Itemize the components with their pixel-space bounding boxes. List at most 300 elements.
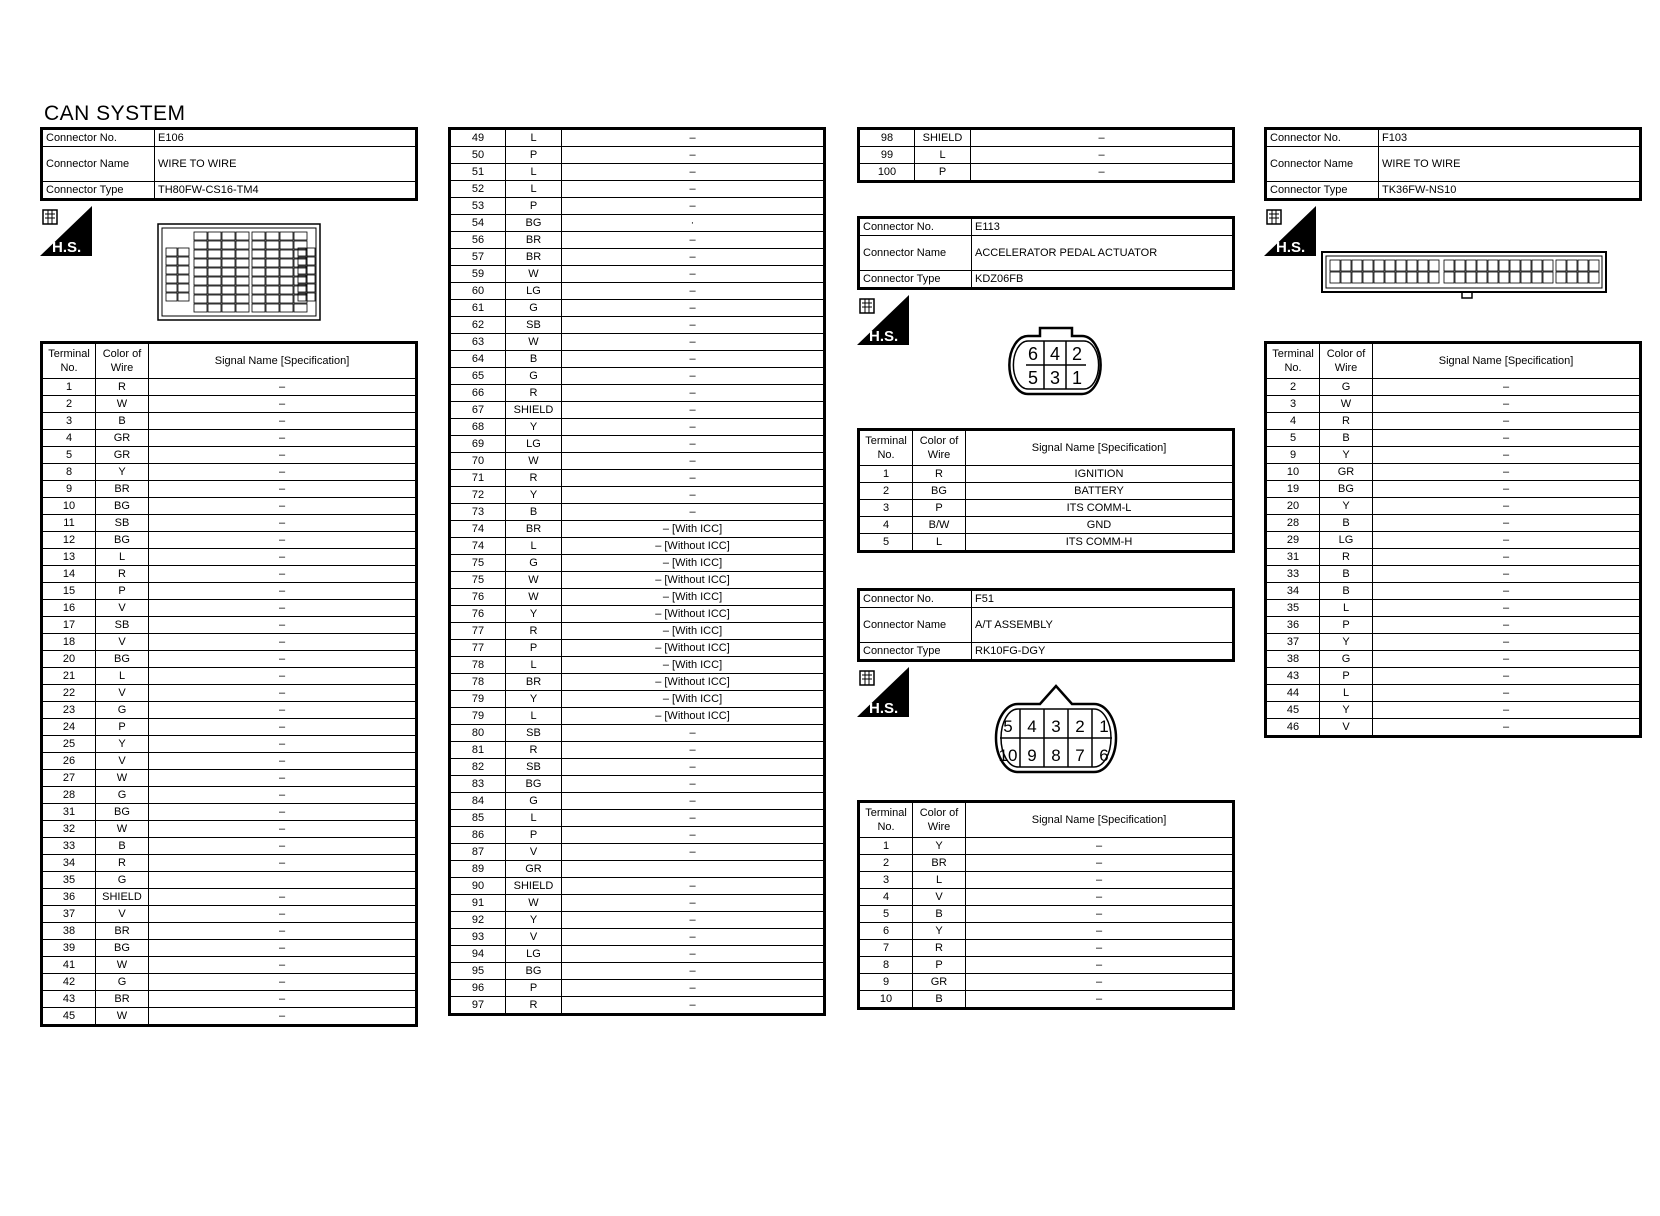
signal-cell: – [562, 725, 825, 742]
connector-name-label: Connector Name [42, 147, 155, 182]
signal-cell: – [562, 317, 825, 334]
e113-pin: 2 [1071, 344, 1083, 364]
terminal-cell: 82 [450, 759, 506, 776]
connector-no-label: Connector No. [859, 218, 972, 236]
wire-color-cell: GR [913, 974, 966, 991]
terminal-cell: 54 [450, 215, 506, 232]
connector-cavity [1407, 272, 1417, 283]
table-row [859, 940, 1234, 957]
terminal-cell: 75 [450, 555, 506, 572]
wire-color-cell: L [506, 181, 562, 198]
connector-cavity [1488, 272, 1498, 283]
connector-cavity [1330, 260, 1340, 271]
signal-cell [562, 861, 825, 878]
table-row [42, 872, 417, 889]
connector-cavity [266, 268, 279, 276]
signal-cell: – [149, 702, 417, 719]
connector-cavity [307, 284, 315, 292]
wire-color-cell: V [1320, 719, 1373, 737]
signal-cell: – [1373, 532, 1641, 549]
signal-cell: – [966, 923, 1234, 940]
terminal-cell: 57 [450, 249, 506, 266]
table-row [450, 810, 825, 827]
signal-cell: – [562, 300, 825, 317]
wire-color-cell: SHIELD [506, 402, 562, 419]
wire-color-cell: R [1320, 413, 1373, 430]
hs-label: H.S. [869, 700, 899, 717]
terminal-cell: 45 [1266, 702, 1320, 719]
wire-color-cell: BR [913, 855, 966, 872]
wire-color-cell: V [96, 753, 149, 770]
terminal-cell: 80 [450, 725, 506, 742]
table-row [450, 793, 825, 810]
connector-type-label: Connector Type [42, 182, 155, 200]
connector-type-value: RK10FG-DGY [972, 643, 1234, 661]
terminal-cell: 76 [450, 589, 506, 606]
signal-cell: – [966, 991, 1234, 1009]
signal-cell: – [562, 997, 825, 1015]
signal-cell: – [149, 770, 417, 787]
table-row [859, 517, 1234, 534]
signal-cell: – [With ICC] [562, 521, 825, 538]
terminal-cell: 29 [1266, 532, 1320, 549]
table-row [42, 855, 417, 872]
terminal-cell: 93 [450, 929, 506, 946]
wire-color-cell: BG [506, 963, 562, 980]
wire-color-cell: SHIELD [96, 889, 149, 906]
wire-color-cell: Y [506, 606, 562, 623]
table-row [1266, 396, 1641, 413]
wire-color-cell: V [506, 844, 562, 861]
wire-color-cell: L [96, 549, 149, 566]
terminal-no-header: Terminal No. [1266, 343, 1320, 379]
wire-color-cell: R [96, 566, 149, 583]
signal-cell: – [966, 838, 1234, 855]
wire-color-cell: B [96, 413, 149, 430]
table-row [450, 725, 825, 742]
terminal-cell: 2 [1266, 379, 1320, 396]
terminal-cell: 3 [859, 500, 913, 517]
signal-cell: – [149, 838, 417, 855]
f51-pin: 1 [1099, 717, 1109, 736]
terminal-cell: 10 [42, 498, 96, 515]
connector-cavity [236, 304, 249, 312]
terminal-cell: 60 [450, 283, 506, 300]
wire-color-cell: G [506, 555, 562, 572]
terminal-cell: 37 [1266, 634, 1320, 651]
connector-cavity [266, 241, 279, 249]
terminal-cell: 92 [450, 912, 506, 929]
terminal-cell: 64 [450, 351, 506, 368]
wire-color-cell: BG [96, 940, 149, 957]
table-row [1266, 566, 1641, 583]
e113-pin: 4 [1049, 344, 1061, 364]
table-row [450, 351, 825, 368]
connector-no-label: Connector No. [42, 129, 155, 147]
connector-cavity [208, 259, 221, 267]
signal-cell: – [562, 147, 825, 164]
signal-cell: – [Without ICC] [562, 572, 825, 589]
signal-cell: – [149, 566, 417, 583]
signal-cell: – [562, 912, 825, 929]
signal-cell: – [1373, 464, 1641, 481]
e106-terminal-table-3 [857, 127, 1235, 183]
table-row [450, 912, 825, 929]
table-row [450, 606, 825, 623]
signal-cell: – [1373, 583, 1641, 600]
wire-color-cell: G [506, 368, 562, 385]
signal-cell: – [966, 855, 1234, 872]
signal-cell: – [562, 351, 825, 368]
terminal-cell: 85 [450, 810, 506, 827]
wire-color-cell: L [506, 810, 562, 827]
e106-terminal-table-2 [448, 127, 826, 1016]
signal-cell: – [With ICC] [562, 589, 825, 606]
terminal-cell: 37 [42, 906, 96, 923]
connector-cavity [307, 275, 315, 283]
terminal-cell: 3 [859, 872, 913, 889]
connector-cavity [222, 250, 235, 258]
terminal-cell: 4 [1266, 413, 1320, 430]
wire-color-cell: L [913, 534, 966, 552]
table-row [859, 923, 1234, 940]
wire-color-cell: P [1320, 617, 1373, 634]
terminal-cell: 32 [42, 821, 96, 838]
terminal-cell: 39 [42, 940, 96, 957]
wire-color-cell: R [96, 855, 149, 872]
table-row [859, 906, 1234, 923]
signal-cell: – [971, 164, 1234, 182]
table-row [42, 719, 417, 736]
terminal-cell: 31 [42, 804, 96, 821]
signal-cell: – [562, 810, 825, 827]
e106-info-panel [40, 127, 418, 201]
connector-cavity [1363, 272, 1373, 283]
signal-cell: – [971, 129, 1234, 147]
signal-cell: – [562, 334, 825, 351]
signal-cell: – [562, 793, 825, 810]
wire-color-cell: LG [1320, 532, 1373, 549]
e113-pin: 3 [1049, 368, 1061, 388]
table-row [450, 776, 825, 793]
wire-color-cell: W [506, 266, 562, 283]
connector-cavity [280, 268, 293, 276]
wire-color-cell: V [506, 929, 562, 946]
connector-cavity [1543, 260, 1553, 271]
terminal-cell: 26 [42, 753, 96, 770]
table-row [42, 413, 417, 430]
connector-name-value: ACCELERATOR PEDAL ACTUATOR [972, 236, 1234, 271]
signal-cell: – [1373, 600, 1641, 617]
connector-cavity [1567, 260, 1577, 271]
signal-cell: – [1373, 702, 1641, 719]
wire-color-cell: B [1320, 566, 1373, 583]
terminal-cell: 67 [450, 402, 506, 419]
wire-color-cell: B [913, 906, 966, 923]
terminal-cell: 15 [42, 583, 96, 600]
table-row [450, 334, 825, 351]
wire-color-cell: P [506, 827, 562, 844]
signal-cell: – [1373, 413, 1641, 430]
f51-pin: 3 [1051, 717, 1061, 736]
table-row [42, 838, 417, 855]
terminal-cell: 38 [1266, 651, 1320, 668]
e113-pin: 5 [1027, 368, 1039, 388]
table-row [450, 827, 825, 844]
connector-cavity [1341, 272, 1351, 283]
table-row [859, 500, 1234, 517]
connector-cavity [1521, 260, 1531, 271]
signal-cell: – [966, 906, 1234, 923]
connector-type-label: Connector Type [859, 643, 972, 661]
signal-cell: – [149, 447, 417, 464]
signal-cell: – [Without ICC] [562, 538, 825, 555]
table-row [859, 872, 1234, 889]
table-row [42, 906, 417, 923]
table-row [42, 481, 417, 498]
connector-cavity [222, 241, 235, 249]
terminal-cell: 31 [1266, 549, 1320, 566]
wire-color-cell: Y [913, 923, 966, 940]
wire-color-cell: R [506, 623, 562, 640]
connector-cavity [194, 277, 207, 285]
table-row [1266, 515, 1641, 532]
wire-color-cell: W [506, 334, 562, 351]
wire-color-cell: R [506, 470, 562, 487]
wire-color-cell: R [1320, 549, 1373, 566]
wire-color-cell: GR [96, 430, 149, 447]
table-row [42, 736, 417, 753]
connector-cavity [208, 277, 221, 285]
terminal-cell: 34 [42, 855, 96, 872]
connector-cavity [1455, 260, 1465, 271]
terminal-cell: 75 [450, 572, 506, 589]
signal-cell: – [966, 940, 1234, 957]
connector-cavity [194, 304, 207, 312]
terminal-cell: 20 [42, 651, 96, 668]
signal-cell: – [149, 991, 417, 1008]
terminal-cell: 74 [450, 538, 506, 555]
signal-cell: – [149, 804, 417, 821]
wire-color-cell: R [506, 385, 562, 402]
connector-cavity [1396, 272, 1406, 283]
connector-cavity [307, 248, 315, 256]
connector-no-label: Connector No. [1266, 129, 1379, 147]
table-row [450, 436, 825, 453]
terminal-cell: 28 [1266, 515, 1320, 532]
signal-cell: – [1373, 481, 1641, 498]
wire-color-cell: B/W [913, 517, 966, 534]
connector-cavity [236, 277, 249, 285]
signal-cell: – [149, 464, 417, 481]
wire-color-cell: B [913, 991, 966, 1009]
signal-cell: – [562, 232, 825, 249]
signal-cell: – [1373, 430, 1641, 447]
wire-color-cell: G [96, 974, 149, 991]
table-row [450, 402, 825, 419]
signal-cell: ITS COMM-L [966, 500, 1234, 517]
wire-color-cell: W [96, 821, 149, 838]
terminal-cell: 18 [42, 634, 96, 651]
table-row [859, 991, 1234, 1009]
connector-cavity [1578, 260, 1588, 271]
terminal-cell: 11 [42, 515, 96, 532]
terminal-cell: 2 [859, 483, 913, 500]
connector-name-value: A/T ASSEMBLY [972, 608, 1234, 643]
signal-cell: GND [966, 517, 1234, 534]
wire-color-cell: B [506, 351, 562, 368]
signal-cell: – [1373, 396, 1641, 413]
signal-cell: – [562, 436, 825, 453]
table-row [450, 147, 825, 164]
table-row [42, 600, 417, 617]
connector-cavity [252, 241, 265, 249]
terminal-cell: 28 [42, 787, 96, 804]
table-row [859, 534, 1234, 552]
wire-color-cell: BG [506, 215, 562, 232]
wire-color-cell: SHIELD [915, 129, 971, 147]
connector-cavity [178, 284, 189, 292]
table-row [1266, 668, 1641, 685]
wire-color-cell: LG [506, 436, 562, 453]
f51-pin: 6 [1099, 746, 1109, 765]
e106-terminal-table-1 [40, 341, 418, 1027]
signal-cell: – [1373, 566, 1641, 583]
connector-cavity [252, 268, 265, 276]
table-row [450, 861, 825, 878]
terminal-cell: 79 [450, 691, 506, 708]
terminal-cell: 98 [859, 129, 915, 147]
connector-cavity [166, 275, 177, 283]
table-row [42, 498, 417, 515]
wire-color-cell: SB [506, 759, 562, 776]
connector-cavity [194, 232, 207, 240]
wire-color-cell: W [96, 1008, 149, 1026]
table-row [1266, 685, 1641, 702]
signal-cell: – [1373, 447, 1641, 464]
f103-connector-diagram [1320, 248, 1610, 300]
table-row [450, 419, 825, 436]
signal-cell: – [Without ICC] [562, 606, 825, 623]
wire-color-cell: W [506, 453, 562, 470]
table-row [450, 844, 825, 861]
table-row [42, 974, 417, 991]
connector-cavity [1477, 260, 1487, 271]
terminal-cell: 78 [450, 657, 506, 674]
wire-color-cell: GR [1320, 464, 1373, 481]
connector-cavity [1556, 260, 1566, 271]
terminal-cell: 9 [42, 481, 96, 498]
wire-color-cell: W [506, 895, 562, 912]
signal-cell: – [1373, 668, 1641, 685]
terminal-cell: 9 [859, 974, 913, 991]
wire-color-cell: SB [96, 617, 149, 634]
connector-cavity [1488, 260, 1498, 271]
signal-cell: – [149, 685, 417, 702]
signal-cell: – [966, 889, 1234, 906]
signal-cell: – [562, 963, 825, 980]
f51-pin: 5 [1003, 717, 1013, 736]
wire-color-cell: R [506, 997, 562, 1015]
signal-cell: – [149, 651, 417, 668]
terminal-cell: 74 [450, 521, 506, 538]
signal-cell: – [562, 827, 825, 844]
terminal-cell: 3 [42, 413, 96, 430]
terminal-cell: 76 [450, 606, 506, 623]
signal-cell: ITS COMM-H [966, 534, 1234, 552]
terminal-cell: 1 [42, 379, 96, 396]
connector-cavity [1341, 260, 1351, 271]
table-row [42, 549, 417, 566]
signal-name-header: Signal Name [Specification] [966, 430, 1234, 466]
terminal-cell: 4 [859, 517, 913, 534]
terminal-cell: 77 [450, 623, 506, 640]
connector-cavity [1363, 260, 1373, 271]
terminal-cell: 44 [1266, 685, 1320, 702]
signal-cell: – [149, 753, 417, 770]
connector-cavity [1499, 260, 1509, 271]
connector-cavity [1510, 260, 1520, 271]
connector-cavity [1429, 260, 1439, 271]
wire-color-cell: SB [506, 725, 562, 742]
table-row [42, 753, 417, 770]
table-row [42, 702, 417, 719]
signal-name-header: Signal Name [Specification] [1373, 343, 1641, 379]
terminal-cell: 66 [450, 385, 506, 402]
wire-color-cell: Y [506, 691, 562, 708]
signal-cell: – [562, 470, 825, 487]
signal-cell: – [562, 878, 825, 895]
table-row [42, 821, 417, 838]
terminal-cell: 3 [1266, 396, 1320, 413]
connector-cavity [1407, 260, 1417, 271]
table-row [1266, 379, 1641, 396]
terminal-cell: 33 [1266, 566, 1320, 583]
wire-color-cell: B [506, 504, 562, 521]
signal-cell: – [1373, 498, 1641, 515]
terminal-cell: 52 [450, 181, 506, 198]
f51-pin: 8 [1051, 746, 1061, 765]
wire-color-cell: B [1320, 515, 1373, 532]
terminal-cell: 20 [1266, 498, 1320, 515]
wire-color-cell: Y [96, 736, 149, 753]
wire-color-cell: R [913, 940, 966, 957]
table-row [450, 300, 825, 317]
signal-cell: – [562, 266, 825, 283]
connector-cavity [236, 295, 249, 303]
connector-cavity [1330, 272, 1340, 283]
signal-cell: – [149, 515, 417, 532]
signal-cell: – [562, 504, 825, 521]
signal-cell: – [149, 855, 417, 872]
connector-cavity [1567, 272, 1577, 283]
connector-no-value: E106 [155, 129, 417, 147]
wire-color-cell: V [96, 685, 149, 702]
connector-type-label: Connector Type [859, 271, 972, 289]
table-row [450, 980, 825, 997]
connector-cavity [1374, 260, 1384, 271]
wire-color-cell: Y [96, 464, 149, 481]
table-row [450, 487, 825, 504]
hs-label: H.S. [869, 328, 899, 345]
table-row [1266, 634, 1641, 651]
terminal-cell: 78 [450, 674, 506, 691]
table-row [450, 691, 825, 708]
table-row [450, 674, 825, 691]
connector-cavity [166, 257, 177, 265]
wire-color-cell: B [1320, 583, 1373, 600]
wire-color-cell: BG [96, 498, 149, 515]
